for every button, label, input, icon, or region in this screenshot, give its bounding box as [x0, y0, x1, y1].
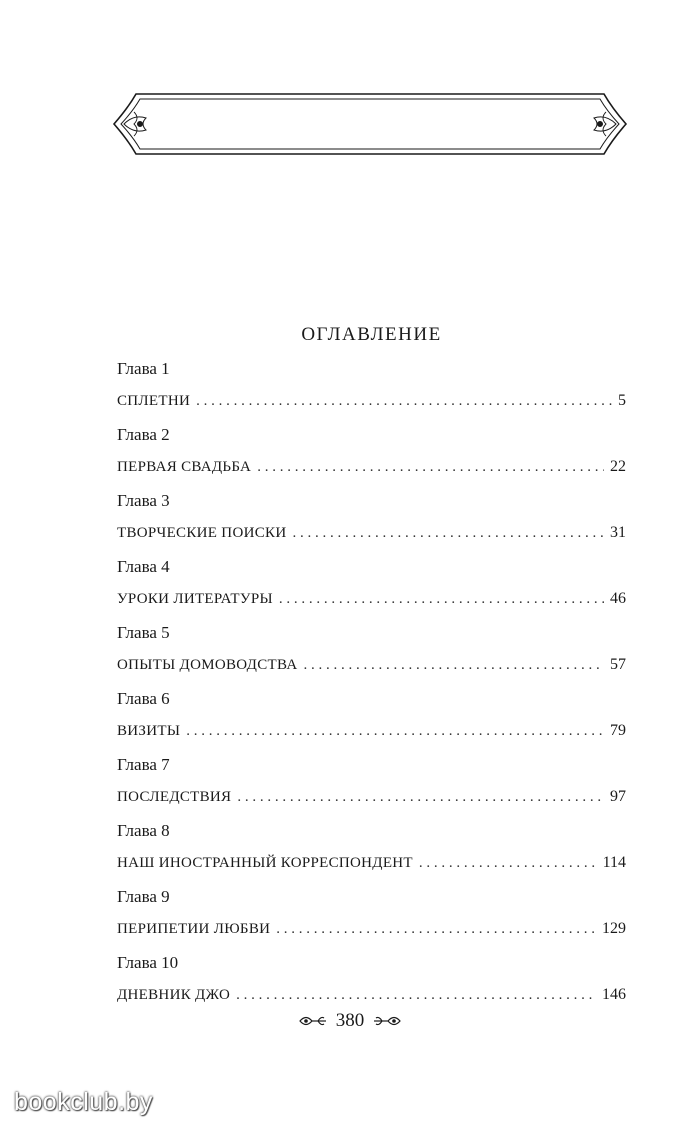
chapter-title: ПЕРИПЕТИИ ЛЮБВИ [117, 921, 271, 937]
chapter-title: СПЛЕТНИ [117, 393, 191, 409]
chapter-row [117, 386, 626, 420]
chapter-row [117, 584, 626, 618]
chapter-label: Глава 9 [117, 887, 170, 906]
toc-entry [117, 752, 626, 818]
dot-leader [237, 782, 604, 812]
ornate-frame-icon [110, 88, 630, 160]
watermark: bookclub.by [14, 1088, 153, 1116]
dot-leader [279, 584, 604, 614]
page-number: 5 [618, 392, 626, 409]
chapter-label: Глава 7 [117, 755, 170, 774]
chapter-row [117, 452, 626, 486]
dot-leader [276, 914, 596, 944]
flourish-left-icon [298, 1012, 328, 1030]
flourish-right-icon [372, 1012, 402, 1030]
toc-entry [117, 356, 626, 422]
toc-entry [117, 884, 626, 950]
dot-leader [419, 848, 597, 878]
chapter-row [117, 914, 626, 948]
chapter-title: ВИЗИТЫ [117, 723, 181, 739]
table-of-contents [117, 322, 626, 1016]
chapter-title: ТВОРЧЕСКИЕ ПОИСКИ [117, 525, 287, 541]
page-number: 22 [610, 458, 626, 475]
chapter-label: Глава 8 [117, 821, 170, 840]
chapter-label: Глава 10 [117, 953, 179, 972]
chapter-title: ПОСЛЕДСТВИЯ [117, 789, 232, 805]
chapter-label: Глава 6 [117, 689, 170, 708]
chapter-label: Глава 1 [117, 359, 170, 378]
chapter-label: Глава 4 [117, 557, 170, 576]
chapter-row [117, 518, 626, 552]
dot-leader [236, 980, 596, 1010]
toc-entry [117, 422, 626, 488]
toc-entry [117, 818, 626, 884]
toc-entry [117, 554, 626, 620]
page-number: 114 [602, 854, 626, 871]
chapter-row [117, 848, 626, 882]
chapter-label: Глава 3 [117, 491, 170, 510]
chapter-title: ОПЫТЫ ДОМОВОДСТВА [117, 657, 298, 673]
chapter-row [117, 782, 626, 816]
dot-leader [257, 452, 604, 482]
toc-title: ОГЛАВЛЕНИЕ [301, 324, 442, 345]
dot-leader [292, 518, 604, 548]
chapter-title: ПЕРВАЯ СВАДЬБА [117, 459, 252, 475]
toc-entry [117, 686, 626, 752]
chapter-title: НАШ ИНОСТРАННЫЙ КОРРЕСПОНДЕНТ [117, 855, 413, 871]
toc-entry [117, 620, 626, 686]
dot-leader [303, 650, 604, 680]
chapter-label: Глава 2 [117, 425, 170, 444]
page-number: 146 [602, 986, 626, 1003]
chapter-row [117, 980, 626, 1014]
chapter-row [117, 650, 626, 684]
dot-leader [186, 716, 604, 746]
toc-entry [117, 488, 626, 554]
dot-leader [196, 386, 612, 416]
chapter-title: ДНЕВНИК ДЖО [117, 987, 231, 1003]
page-number: 129 [602, 920, 626, 937]
page-number-footer: 380 [335, 1010, 365, 1031]
page-number: 31 [610, 524, 626, 541]
page-number: 46 [610, 590, 626, 607]
chapter-label: Глава 5 [117, 623, 170, 642]
page-number: 97 [610, 788, 626, 805]
page-number: 57 [610, 656, 626, 673]
toc-entry [117, 950, 626, 1016]
page-number: 79 [610, 722, 626, 739]
chapter-title: УРОКИ ЛИТЕРАТУРЫ [117, 591, 273, 607]
page-footer [0, 1010, 700, 1032]
chapter-row [117, 716, 626, 750]
